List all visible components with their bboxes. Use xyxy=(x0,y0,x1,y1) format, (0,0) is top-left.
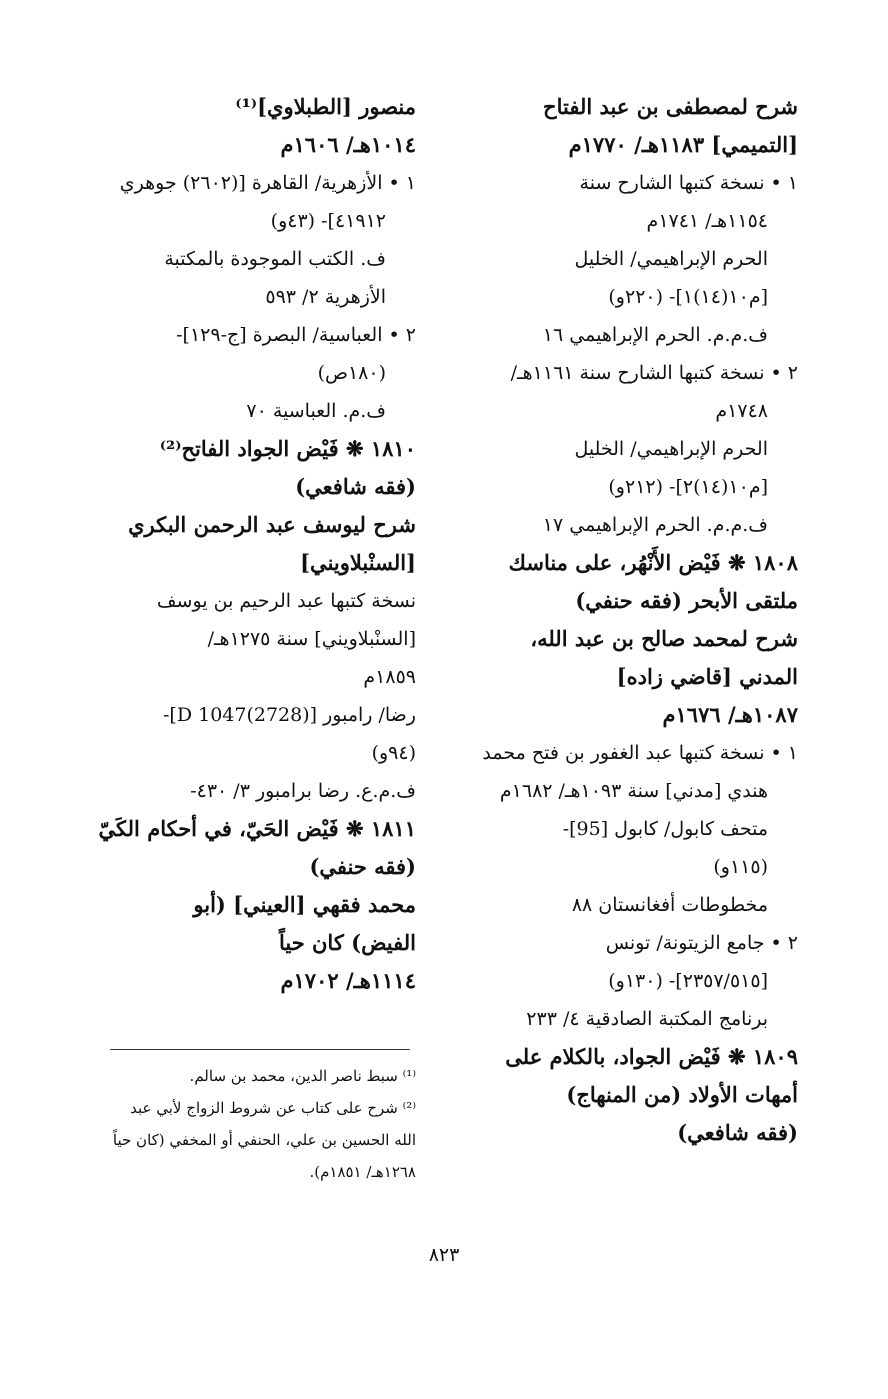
right-column xyxy=(460,88,798,1152)
footnote-line: ١٢٦٨هـ/ ١٨٥١م). xyxy=(309,1163,416,1181)
left-column-line: الفيض) كان حياً xyxy=(278,930,416,955)
right-column-line: [٢٣٥٧/٥١٥]- (١٣٠و) xyxy=(608,970,768,992)
left-column-line: نسخة كتبها عبد الرحيم بن يوسف xyxy=(156,590,416,612)
left-column-line: ف.م. العباسية ٧٠ xyxy=(246,400,386,422)
right-column-line: ١٠٨٧هـ/ ١٦٧٦م xyxy=(662,702,798,727)
right-column-line: هندي [مدني] سنة ١٠٩٣هـ/ ١٦٨٢م xyxy=(499,780,768,802)
left-column-line: ٢ • العباسية/ البصرة [ج-١٢٩]- xyxy=(176,324,416,346)
left-column-line: ف.م.ع. رضا برامبور ٣/ ٤٣٠- xyxy=(190,780,416,802)
left-column-line: الأزهرية ٢/ ٥٩٣ xyxy=(265,286,386,308)
right-column-line: متحف كابول/ كابول [95]- xyxy=(562,818,768,840)
right-column-line: المدني [قاضي زاده] xyxy=(616,664,798,689)
right-column-line: ف.م.م. الحرم الإبراهيمي ١٦ xyxy=(542,324,768,346)
right-column-line: أمهات الأولاد (من المنهاج) xyxy=(566,1082,798,1107)
left-column-line: ١٨٥٩م xyxy=(363,666,416,688)
left-column-line: (فقه حنفي) xyxy=(309,854,416,879)
right-column-line: ١١٥٤هـ/ ١٧٤١م xyxy=(646,210,768,232)
footnote-line: ⁽²⁾ شرح على كتاب عن شروط الزواج لأبي عبد xyxy=(130,1099,416,1117)
footnote-line: الله الحسين بن علي، الحنفي أو المخفي (كان حياً xyxy=(112,1131,416,1149)
right-column-line: ١ • نسخة كتبها عبد الغفور بن فتح محمد xyxy=(482,742,798,764)
left-column-line: ١١١٤هـ/ ١٧٠٢م xyxy=(280,968,416,993)
footnotes xyxy=(76,1060,416,1188)
left-column-line: (٩٤و) xyxy=(371,742,416,764)
right-column-line: ١٧٤٨م xyxy=(715,400,768,422)
left-column xyxy=(76,88,416,1000)
left-column-line: (فقه شافعي) xyxy=(295,474,416,499)
right-column-line: ١ • نسخة كتبها الشارح سنة xyxy=(579,172,798,194)
left-column-line: [السنْبلاويني] سنة ١٢٧٥هـ/ xyxy=(207,628,416,650)
right-column-line: ٢ • جامع الزيتونة/ تونس xyxy=(605,932,798,954)
right-column-line: (١١٥و) xyxy=(713,856,768,878)
left-column-line: رضا/ رامبور [D 1047(2728)]- xyxy=(162,704,416,726)
left-column-line: (١٨٠ص) xyxy=(317,362,386,384)
left-column-line: [السنْبلاويني] xyxy=(300,550,416,575)
right-column-line: شرح لمصطفى بن عبد الفتاح xyxy=(543,94,798,119)
right-column-line: ١٨٠٨ ❋ فَيْض الأَنْهُر، على مناسك xyxy=(508,550,798,575)
right-column-line: ٢ • نسخة كتبها الشارح سنة ١١٦١هـ/ xyxy=(510,362,798,384)
left-column-line: ٤١٩١٢]- (٤٣و) xyxy=(270,210,386,232)
right-column-line: ف.م.م. الحرم الإبراهيمي ١٧ xyxy=(542,514,768,536)
left-column-line: محمد فقهي [العيني] (أبو xyxy=(193,892,416,917)
left-column-line: ١٠١٤هـ/ ١٦٠٦م xyxy=(280,132,416,157)
footnote-divider xyxy=(110,1049,410,1050)
right-column-line: الحرم الإبراهيمي/ الخليل xyxy=(574,248,768,270)
right-column-line: الحرم الإبراهيمي/ الخليل xyxy=(574,438,768,460)
left-column-line: ١٨١١ ❋ فَيْض الحَيّ، في أحكام الكَيّ xyxy=(98,816,416,841)
left-column-line: ١ • الأزهرية/ القاهرة [(٢٦٠٢) جوهري xyxy=(119,172,416,194)
footnote-line: ⁽¹⁾ سبط ناصر الدين، محمد بن سالم. xyxy=(189,1067,416,1085)
right-column-line: مخطوطات أفغانستان ٨٨ xyxy=(571,894,768,916)
right-column-line: برنامج المكتبة الصادقية ٤/ ٢٣٣ xyxy=(526,1008,768,1030)
right-column-line: ملتقى الأبحر (فقه حنفي) xyxy=(575,588,798,613)
right-column-line: [م١٠(١٤)٢]- (٢١٢و) xyxy=(608,476,768,498)
right-column-line: (فقه شافعي) xyxy=(677,1120,798,1145)
page-number: ٨٢٣ xyxy=(428,1244,460,1266)
left-column-line: ف. الكتب الموجودة بالمكتبة xyxy=(164,248,386,270)
right-column-line: [م١٠(١٤)١]- (٢٢٠و) xyxy=(608,286,768,308)
left-column-line: ١٨١٠ ❋ فَيْض الجواد الفاتح⁽²⁾ xyxy=(159,436,416,461)
right-column-line: شرح لمحمد صالح بن عبد الله، xyxy=(530,626,798,651)
right-column-line: ١٨٠٩ ❋ فَيْض الجواد، بالكلام على xyxy=(505,1044,798,1069)
right-column-line: [التميمي] ١١٨٣هـ/ ١٧٧٠م xyxy=(568,132,798,157)
left-column-line: شرح ليوسف عبد الرحمن البكري xyxy=(128,512,416,537)
left-column-line: منصور [الطبلاوي]⁽¹⁾ xyxy=(235,94,416,119)
